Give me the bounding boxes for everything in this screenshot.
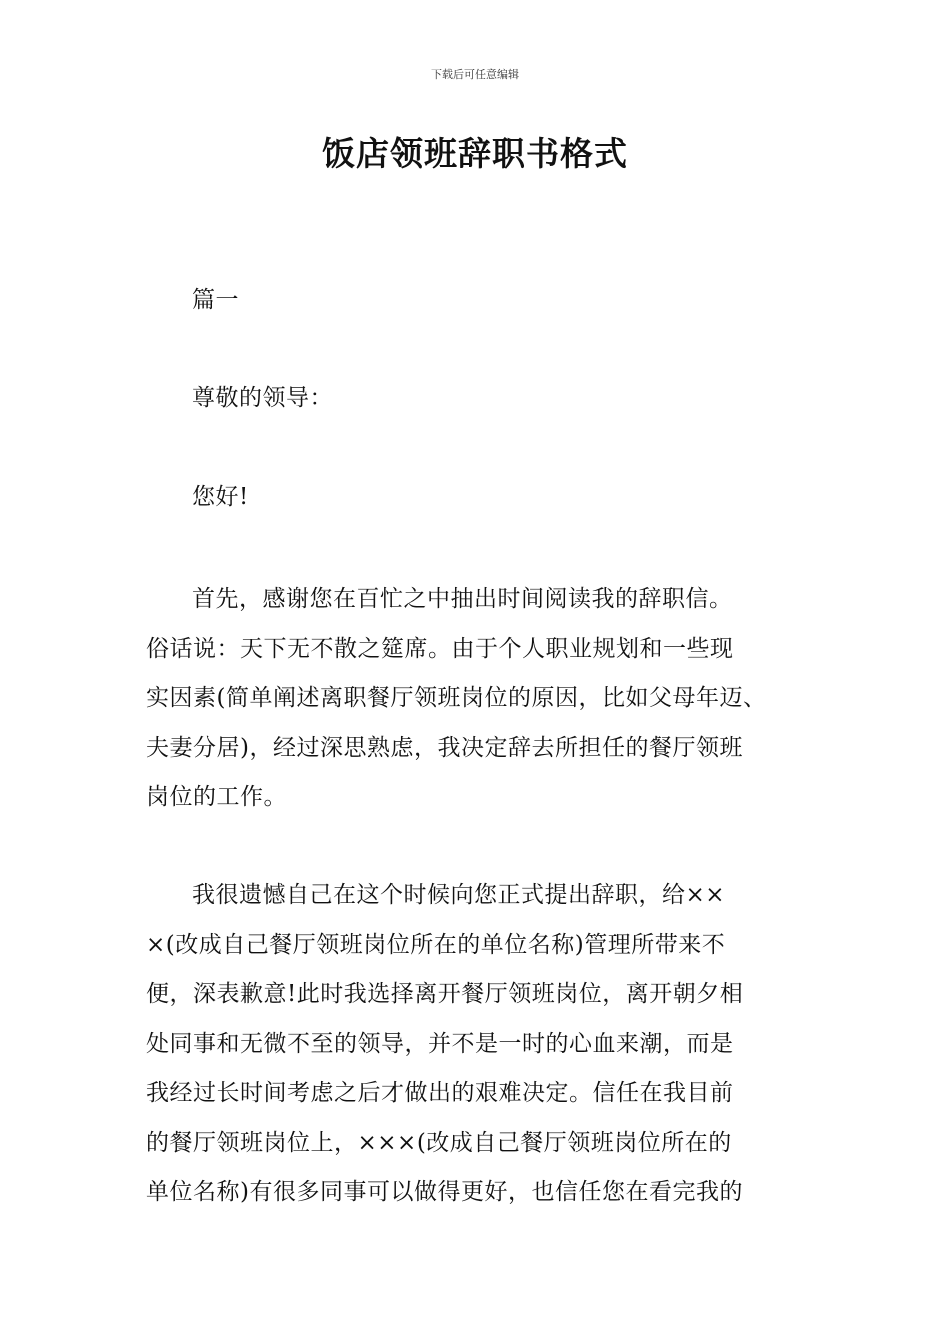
paragraph-1-line: 首先，感谢您在百忙之中抽出时间阅读我的辞职信。 bbox=[192, 586, 733, 612]
paragraph-2 bbox=[146, 871, 816, 1218]
paragraph-2-line: 处同事和无微不至的领导，并不是一时的心血来潮，而是 bbox=[146, 1030, 734, 1057]
paragraph-2-line: ×(改成自己餐厅领班岗位所在的单位名称)管理所带来不 bbox=[146, 931, 726, 958]
header-note: 下载后可任意编辑 bbox=[431, 68, 519, 81]
paragraph-1-line: 岗位的工作。 bbox=[146, 784, 287, 810]
paragraph-2-line: 的餐厅领班岗位上，×××(改成自己餐厅领班岗位所在的 bbox=[146, 1129, 732, 1156]
salutation: 尊敬的领导： bbox=[192, 385, 333, 411]
paragraph-1-line: 实因素(简单阐述离职餐厅领班岗位的原因，比如父母年迈、 bbox=[146, 685, 767, 711]
paragraph-1-line: 夫妻分居)，经过深思熟虑，我决定辞去所担任的餐厅领班 bbox=[146, 734, 743, 761]
paragraph-1 bbox=[146, 575, 816, 823]
paragraph-2-line: 单位名称)有很多同事可以做得更好，也信任您在看完我的 bbox=[146, 1179, 743, 1205]
greeting: 您好! bbox=[192, 484, 249, 510]
document-title: 饭店领班辞职书格式 bbox=[322, 134, 628, 173]
paragraph-2-line: 便，深表歉意!此时我选择离开餐厅领班岗位，离开朝夕相 bbox=[146, 981, 744, 1007]
paragraph-2-line: 我经过长时间考虑之后才做出的艰难决定。信任在我目前 bbox=[146, 1080, 734, 1106]
paragraph-1-line: 俗话说：天下无不散之筵席。由于个人职业规划和一些现 bbox=[146, 635, 734, 662]
section-label: 篇一 bbox=[192, 287, 239, 313]
paragraph-2-line: 我很遗憾自己在这个时候向您正式提出辞职，给×× bbox=[192, 882, 726, 908]
